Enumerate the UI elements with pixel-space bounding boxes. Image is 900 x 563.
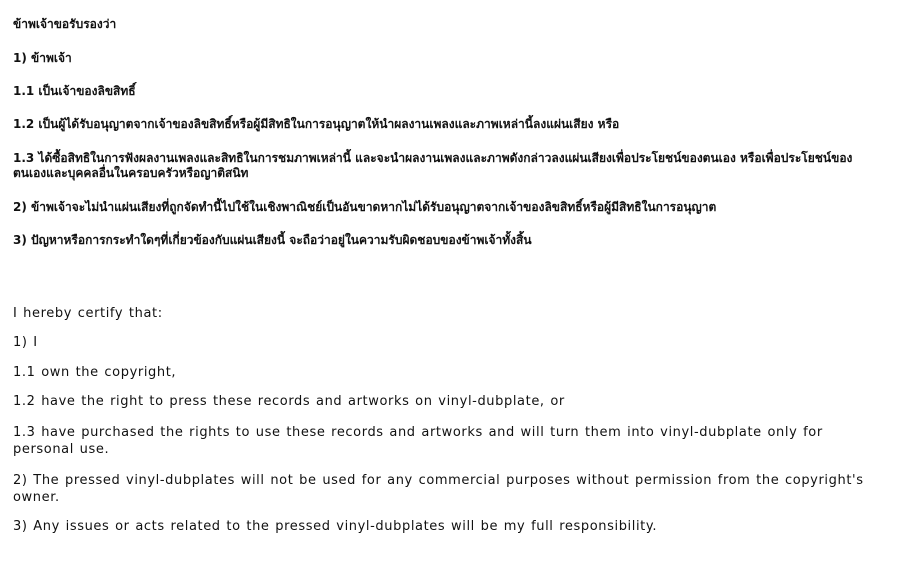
thai-intro: ข้าพเจ้าขอรับรองว่า (13, 17, 117, 31)
thai-item-1: 1) ข้าพเจ้า (13, 51, 72, 65)
english-item-1: 1) I (13, 335, 38, 350)
english-intro: I hereby certify that: (13, 306, 163, 321)
thai-item-3: 3) ปัญหาหรือการกระทำใดๆที่เกี่ยวข้องกับแผ่นเสียงนี้ จะถือว่าอยู่ในความรับผิดชอบของข้าพเจ้าทั้งสิ้น (13, 233, 532, 247)
thai-item-1-2: 1.2 เป็นผู้ได้รับอนุญาตจากเจ้าของลิขสิทธิ์หรือผู้มีสิทธิในการอนุญาตให้นำผลงานเพลงและภาพเหล่านี้ลงแผ่นเสียง หรือ (13, 117, 620, 131)
english-item-3: 3) Any issues or acts related to the pressed vinyl-dubplates will be my full responsibility. (13, 519, 658, 534)
thai-item-2: 2) ข้าพเจ้าจะไม่นำแผ่นเสียงที่ถูกจัดทำนี้ไปใช้ในเชิงพาณิชย์เป็นอันขาดหากไม่ได้รับอนุญาตจากเจ้าของลิขสิทธิ์หรือผู้มีสิทธิในการอนุญาต (13, 200, 717, 214)
thai-item-1-3: 1.3 ได้ซื้อสิทธิในการฟังผลงานเพลงและสิทธิในการชมภาพเหล่านี้ และจะนำผลงานเพลงและภาพดังกล่าวลงแผ่นเสียงเพื่อประโยชน์ของตนเอง หรือเพื่อประโยชน์ของตนเองและบุคคลอื่นในครอบครัวหรือญาติสนิท (13, 151, 853, 180)
english-item-1-1: 1.1 own the copyright, (13, 365, 177, 380)
thai-item-1-1: 1.1 เป็นเจ้าของลิขสิทธิ์ (13, 84, 136, 98)
english-item-2: 2) The pressed vinyl-dubplates will not be used for any commercial purposes without permission from the copyright's owner. (13, 473, 864, 505)
english-item-1-3: 1.3 have purchased the rights to use these records and artworks and will turn them into vinyl-dubplate only for personal use. (13, 425, 823, 457)
english-item-1-2: 1.2 have the right to press these records and artworks on vinyl-dubplate, or (13, 394, 565, 409)
